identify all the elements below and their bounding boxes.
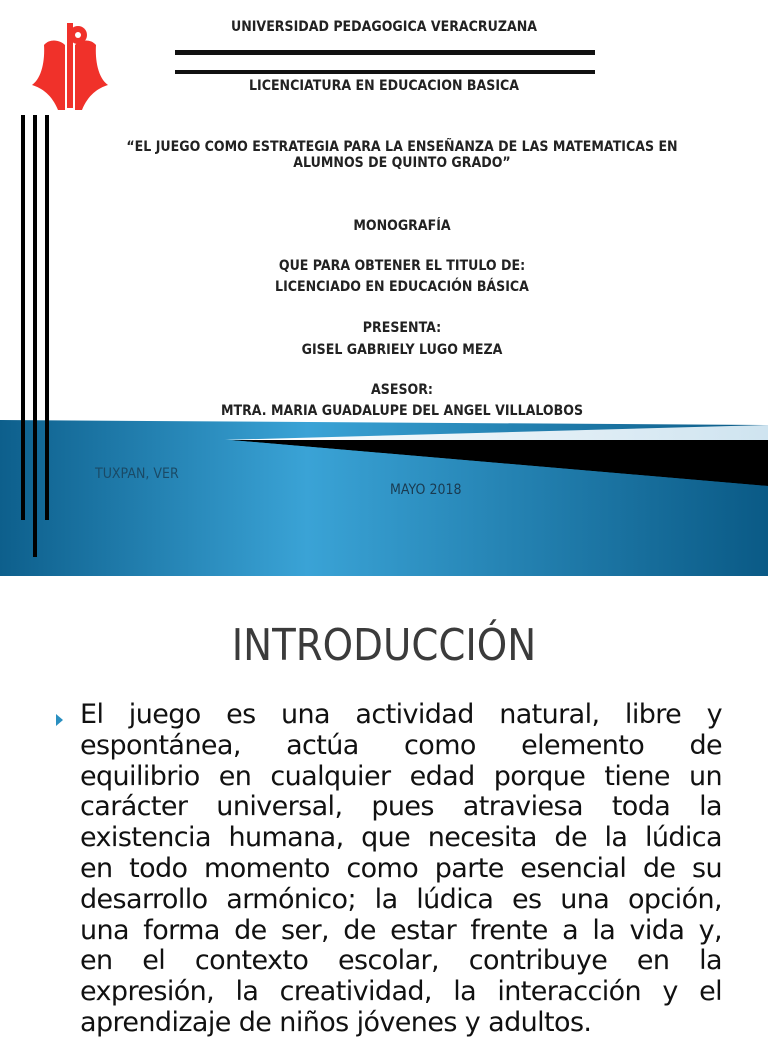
university-name: UNIVERSIDAD PEDAGOGICA VERACRUZANA xyxy=(230,19,538,35)
place: TUXPAN, VER xyxy=(95,466,179,482)
purpose-line1: QUE PARA OBTENER EL TITULO DE: xyxy=(278,258,526,274)
paragraph-line: carácter universal, pues atraviesa toda la xyxy=(80,791,722,823)
purpose-line2: LICENCIADO EN EDUCACIÓN BÁSICA xyxy=(275,279,529,295)
document-type: MONOGRAFÍA xyxy=(353,218,451,234)
program-name: LICENCIATURA EN EDUCACION BASICA xyxy=(248,78,520,94)
paragraph-line: expresión, la creatividad, la interacción y el xyxy=(80,976,722,1008)
bullet-arrow-icon xyxy=(56,714,63,726)
slide-title: INTRODUCCIÓN xyxy=(231,620,537,671)
date: MAYO 2018 xyxy=(390,482,462,498)
paragraph-line: aprendizaje de niños jóvenes y adultos. xyxy=(80,1006,592,1038)
paragraph-line: en el contexto escolar, contribuye en la xyxy=(80,945,722,977)
paragraph-line: espontánea, actúa como elemento de xyxy=(80,729,722,761)
paragraph-line: desarrollo armónico; la lúdica es una opción, xyxy=(80,883,722,915)
paragraph-line: en todo momento como parte esencial de su xyxy=(80,852,722,884)
thesis-title-line1: “EL JUEGO COMO ESTRATEGIA PARA LA ENSEÑANZA DE LAS MATEMATICAS EN xyxy=(126,139,678,155)
thesis-title-line2: ALUMNOS DE QUINTO GRADO” xyxy=(293,155,511,171)
intro-paragraph xyxy=(80,700,722,1039)
presenter-label: PRESENTA: xyxy=(362,320,442,336)
divider-line xyxy=(175,70,595,74)
paragraph-line: equilibrio en cualquier edad porque tiene un xyxy=(80,760,722,792)
paragraph-line: El juego es una actividad natural, libre y xyxy=(80,699,722,730)
paragraph-line: existencia humana, que necesita de la lúdica xyxy=(80,822,722,854)
advisor-label: ASESOR: xyxy=(371,382,433,398)
presenter-name: GISEL GABRIELY LUGO MEZA xyxy=(301,342,503,358)
advisor-name: MTRA. MARIA GUADALUPE DEL ANGEL VILLALOBOS xyxy=(220,403,584,419)
paragraph-line: una forma de ser, de estar frente a la vida y, xyxy=(80,914,722,946)
introduction-slide xyxy=(0,586,768,1038)
divider-line xyxy=(175,50,595,55)
